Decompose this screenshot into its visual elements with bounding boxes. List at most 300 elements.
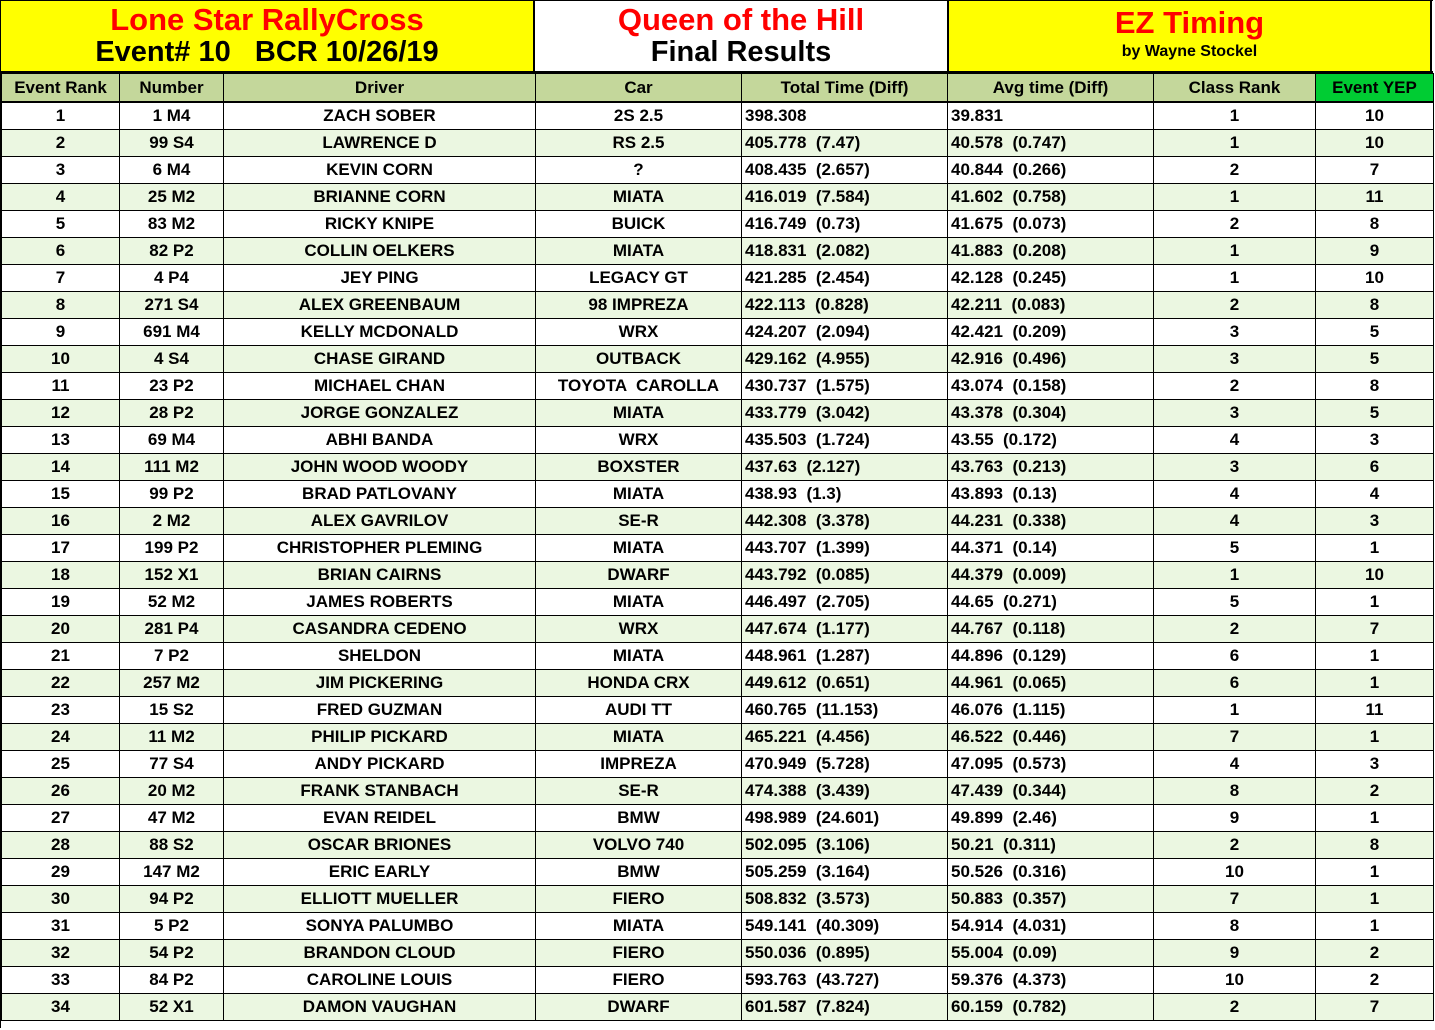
avg-time-cell: 47.095 (0.573) [948, 751, 1154, 778]
event-rank-cell: 8 [2, 292, 120, 319]
driver-cell: COLLIN OELKERS [224, 238, 536, 265]
car-cell: FIERO [536, 886, 742, 913]
event-info: Event# 10 BCR 10/26/19 [95, 35, 439, 68]
car-cell: BOXSTER [536, 454, 742, 481]
total-time-cell: 416.019 (7.584) [742, 184, 948, 211]
number-cell: 52 M2 [120, 589, 224, 616]
number-cell: 82 P2 [120, 238, 224, 265]
number-cell: 111 M2 [120, 454, 224, 481]
number-cell: 281 P4 [120, 616, 224, 643]
col-avg-time[interactable]: Avg time (Diff) [948, 74, 1154, 103]
total-time-cell: 437.63 (2.127) [742, 454, 948, 481]
class-rank-cell: 4 [1154, 751, 1316, 778]
total-time-cell: 448.961 (1.287) [742, 643, 948, 670]
total-time-cell: 433.779 (3.042) [742, 400, 948, 427]
total-time-cell: 502.095 (3.106) [742, 832, 948, 859]
driver-cell: ELLIOTT MUELLER [224, 886, 536, 913]
avg-time-cell: 43.378 (0.304) [948, 400, 1154, 427]
driver-cell: CHASE GIRAND [224, 346, 536, 373]
event-rank-cell: 4 [2, 184, 120, 211]
car-cell: FIERO [536, 940, 742, 967]
number-cell: 47 M2 [120, 805, 224, 832]
driver-cell: BRANDON CLOUD [224, 940, 536, 967]
class-rank-cell: 2 [1154, 292, 1316, 319]
event-yep-cell: 1 [1316, 670, 1434, 697]
table-row [2, 373, 1434, 400]
avg-time-cell: 44.231 (0.338) [948, 508, 1154, 535]
event-yep-cell: 7 [1316, 157, 1434, 184]
avg-time-cell: 44.896 (0.129) [948, 643, 1154, 670]
class-rank-cell: 2 [1154, 157, 1316, 184]
avg-time-cell: 50.883 (0.357) [948, 886, 1154, 913]
class-rank-cell: 1 [1154, 102, 1316, 130]
avg-time-cell: 44.767 (0.118) [948, 616, 1154, 643]
total-time-cell: 405.778 (7.47) [742, 130, 948, 157]
table-row [2, 346, 1434, 373]
table-row [2, 562, 1434, 589]
total-time-cell: 435.503 (1.724) [742, 427, 948, 454]
event-rank-cell: 13 [2, 427, 120, 454]
number-cell: 77 S4 [120, 751, 224, 778]
event-yep-cell: 6 [1316, 454, 1434, 481]
col-event-rank[interactable]: Event Rank [2, 74, 120, 103]
event-yep-cell: 1 [1316, 724, 1434, 751]
avg-time-cell: 49.899 (2.46) [948, 805, 1154, 832]
event-yep-cell: 8 [1316, 832, 1434, 859]
number-cell: 94 P2 [120, 886, 224, 913]
driver-cell: JEY PING [224, 265, 536, 292]
event-yep-cell: 7 [1316, 616, 1434, 643]
avg-time-cell: 42.211 (0.083) [948, 292, 1154, 319]
event-yep-cell: 10 [1316, 265, 1434, 292]
col-number[interactable]: Number [120, 74, 224, 103]
number-cell: 199 P2 [120, 535, 224, 562]
total-time-cell: 508.832 (3.573) [742, 886, 948, 913]
driver-cell: JIM PICKERING [224, 670, 536, 697]
avg-time-cell: 54.914 (4.031) [948, 913, 1154, 940]
table-row [2, 832, 1434, 859]
driver-cell: SHELDON [224, 643, 536, 670]
table-row [2, 859, 1434, 886]
event-rank-cell: 31 [2, 913, 120, 940]
event-yep-cell: 3 [1316, 508, 1434, 535]
avg-time-cell: 41.602 (0.758) [948, 184, 1154, 211]
driver-cell: BRAD PATLOVANY [224, 481, 536, 508]
number-cell: 147 M2 [120, 859, 224, 886]
total-time-cell: 460.765 (11.153) [742, 697, 948, 724]
class-rank-cell: 1 [1154, 562, 1316, 589]
driver-cell: JORGE GONZALEZ [224, 400, 536, 427]
table-row [2, 778, 1434, 805]
number-cell: 1 M4 [120, 102, 224, 130]
event-yep-cell: 10 [1316, 130, 1434, 157]
event-rank-cell: 11 [2, 373, 120, 400]
event-yep-cell: 2 [1316, 778, 1434, 805]
number-cell: 20 M2 [120, 778, 224, 805]
total-time-cell: 408.435 (2.657) [742, 157, 948, 184]
avg-time-cell: 43.763 (0.213) [948, 454, 1154, 481]
event-yep-cell: 1 [1316, 643, 1434, 670]
event-yep-cell: 9 [1316, 238, 1434, 265]
number-cell: 6 M4 [120, 157, 224, 184]
car-cell: MIATA [536, 535, 742, 562]
total-time-cell: 505.259 (3.164) [742, 859, 948, 886]
event-yep-cell: 5 [1316, 319, 1434, 346]
avg-time-cell: 40.844 (0.266) [948, 157, 1154, 184]
timing-title: EZ Timing [1114, 5, 1265, 40]
table-row [2, 211, 1434, 238]
event-yep-cell: 11 [1316, 697, 1434, 724]
event-yep-cell: 1 [1316, 886, 1434, 913]
driver-cell: FRANK STANBACH [224, 778, 536, 805]
avg-time-cell: 42.421 (0.209) [948, 319, 1154, 346]
driver-cell: FRED GUZMAN [224, 697, 536, 724]
event-yep-cell: 10 [1316, 102, 1434, 130]
number-cell: 83 M2 [120, 211, 224, 238]
avg-time-cell: 43.074 (0.158) [948, 373, 1154, 400]
table-row [2, 994, 1434, 1021]
driver-cell: BRIAN CAIRNS [224, 562, 536, 589]
car-cell: DWARF [536, 562, 742, 589]
table-row [2, 400, 1434, 427]
event-rank-cell: 26 [2, 778, 120, 805]
total-time-cell: 593.763 (43.727) [742, 967, 948, 994]
total-time-cell: 418.831 (2.082) [742, 238, 948, 265]
number-cell: 7 P2 [120, 643, 224, 670]
car-cell: MIATA [536, 589, 742, 616]
class-rank-cell: 10 [1154, 967, 1316, 994]
car-cell: MIATA [536, 913, 742, 940]
col-car[interactable]: Car [536, 74, 742, 103]
driver-cell: RICKY KNIPE [224, 211, 536, 238]
table-row [2, 886, 1434, 913]
total-time-cell: 601.587 (7.824) [742, 994, 948, 1021]
car-cell: MIATA [536, 724, 742, 751]
table-row [2, 238, 1434, 265]
event-rank-cell: 30 [2, 886, 120, 913]
driver-cell: CHRISTOPHER PLEMING [224, 535, 536, 562]
class-rank-cell: 3 [1154, 346, 1316, 373]
event-yep-cell: 2 [1316, 967, 1434, 994]
event-yep-cell: 3 [1316, 751, 1434, 778]
event-rank-cell: 19 [2, 589, 120, 616]
car-cell: MIATA [536, 184, 742, 211]
class-rank-cell: 1 [1154, 238, 1316, 265]
driver-cell: ZACH SOBER [224, 102, 536, 130]
total-time-cell: 430.737 (1.575) [742, 373, 948, 400]
table-row [2, 292, 1434, 319]
avg-time-cell: 43.893 (0.13) [948, 481, 1154, 508]
driver-cell: MICHAEL CHAN [224, 373, 536, 400]
driver-cell: SONYA PALUMBO [224, 913, 536, 940]
table-row [2, 751, 1434, 778]
class-rank-cell: 2 [1154, 994, 1316, 1021]
total-time-cell: 442.308 (3.378) [742, 508, 948, 535]
event-banner [1, 1, 535, 71]
class-rank-cell: 1 [1154, 130, 1316, 157]
event-rank-cell: 17 [2, 535, 120, 562]
table-row [2, 130, 1434, 157]
car-cell: ? [536, 157, 742, 184]
event-rank-cell: 18 [2, 562, 120, 589]
number-cell: 84 P2 [120, 967, 224, 994]
driver-cell: ANDY PICKARD [224, 751, 536, 778]
event-yep-cell: 8 [1316, 373, 1434, 400]
event-rank-cell: 28 [2, 832, 120, 859]
event-rank-cell: 6 [2, 238, 120, 265]
total-time-cell: 398.308 [742, 102, 948, 130]
number-cell: 52 X1 [120, 994, 224, 1021]
number-cell: 2 M2 [120, 508, 224, 535]
avg-time-cell: 44.961 (0.065) [948, 670, 1154, 697]
event-rank-cell: 23 [2, 697, 120, 724]
car-cell: MIATA [536, 238, 742, 265]
number-cell: 271 S4 [120, 292, 224, 319]
car-cell: IMPREZA [536, 751, 742, 778]
car-cell: 2S 2.5 [536, 102, 742, 130]
total-time-cell: 424.207 (2.094) [742, 319, 948, 346]
total-time-cell: 443.707 (1.399) [742, 535, 948, 562]
event-rank-cell: 25 [2, 751, 120, 778]
class-rank-cell: 8 [1154, 913, 1316, 940]
results-body [2, 102, 1434, 1021]
total-time-cell: 446.497 (2.705) [742, 589, 948, 616]
avg-time-cell: 44.65 (0.271) [948, 589, 1154, 616]
class-rank-cell: 3 [1154, 400, 1316, 427]
driver-cell: PHILIP PICKARD [224, 724, 536, 751]
car-cell: RS 2.5 [536, 130, 742, 157]
avg-time-cell: 50.526 (0.316) [948, 859, 1154, 886]
timing-credit: by Wayne Stockel [1121, 43, 1258, 60]
driver-cell: CASANDRA CEDENO [224, 616, 536, 643]
event-rank-cell: 20 [2, 616, 120, 643]
event-yep-cell: 2 [1316, 940, 1434, 967]
event-rank-cell: 34 [2, 994, 120, 1021]
table-row [2, 454, 1434, 481]
table-row [2, 967, 1434, 994]
event-yep-cell: 10 [1316, 562, 1434, 589]
number-cell: 99 P2 [120, 481, 224, 508]
car-cell: AUDI TT [536, 697, 742, 724]
class-rank-cell: 4 [1154, 427, 1316, 454]
avg-time-cell: 41.883 (0.208) [948, 238, 1154, 265]
event-yep-cell: 4 [1316, 481, 1434, 508]
event-yep-cell: 8 [1316, 211, 1434, 238]
car-cell: TOYOTA CAROLLA [536, 373, 742, 400]
table-row [2, 535, 1434, 562]
car-cell: BUICK [536, 211, 742, 238]
table-row [2, 508, 1434, 535]
event-rank-cell: 29 [2, 859, 120, 886]
table-row [2, 805, 1434, 832]
car-cell: WRX [536, 319, 742, 346]
table-row [2, 616, 1434, 643]
total-time-cell: 474.388 (3.439) [742, 778, 948, 805]
avg-time-cell: 44.379 (0.009) [948, 562, 1154, 589]
class-rank-cell: 2 [1154, 373, 1316, 400]
event-yep-cell: 7 [1316, 994, 1434, 1021]
col-event-yep[interactable]: Event YEP [1316, 74, 1434, 103]
driver-cell: ERIC EARLY [224, 859, 536, 886]
number-cell: 11 M2 [120, 724, 224, 751]
driver-cell: LAWRENCE D [224, 130, 536, 157]
class-rank-cell: 5 [1154, 535, 1316, 562]
class-rank-cell: 1 [1154, 265, 1316, 292]
event-yep-cell: 1 [1316, 535, 1434, 562]
page-title: Queen of the Hill [617, 1, 865, 37]
class-rank-cell: 3 [1154, 319, 1316, 346]
avg-time-cell: 59.376 (4.373) [948, 967, 1154, 994]
event-rank-cell: 7 [2, 265, 120, 292]
driver-cell: EVAN REIDEL [224, 805, 536, 832]
event-yep-cell: 11 [1316, 184, 1434, 211]
total-time-cell: 429.162 (4.955) [742, 346, 948, 373]
col-driver[interactable]: Driver [224, 74, 536, 103]
avg-time-cell: 39.831 [948, 102, 1154, 130]
event-rank-cell: 14 [2, 454, 120, 481]
driver-cell: BRIANNE CORN [224, 184, 536, 211]
total-time-cell: 449.612 (0.651) [742, 670, 948, 697]
avg-time-cell: 46.076 (1.115) [948, 697, 1154, 724]
avg-time-cell: 42.916 (0.496) [948, 346, 1154, 373]
event-yep-cell: 5 [1316, 346, 1434, 373]
event-rank-cell: 3 [2, 157, 120, 184]
total-time-cell: 498.989 (24.601) [742, 805, 948, 832]
car-cell: HONDA CRX [536, 670, 742, 697]
event-yep-cell: 5 [1316, 400, 1434, 427]
number-cell: 69 M4 [120, 427, 224, 454]
driver-cell: DAMON VAUGHAN [224, 994, 536, 1021]
table-row [2, 643, 1434, 670]
car-cell: OUTBACK [536, 346, 742, 373]
driver-cell: ALEX GAVRILOV [224, 508, 536, 535]
total-time-cell: 416.749 (0.73) [742, 211, 948, 238]
class-rank-cell: 2 [1154, 211, 1316, 238]
car-cell: MIATA [536, 643, 742, 670]
table-row [2, 589, 1434, 616]
table-row [2, 184, 1434, 211]
avg-time-cell: 43.55 (0.172) [948, 427, 1154, 454]
table-row [2, 670, 1434, 697]
avg-time-cell: 42.128 (0.245) [948, 265, 1154, 292]
car-cell: SE-R [536, 508, 742, 535]
event-rank-cell: 33 [2, 967, 120, 994]
class-rank-cell: 2 [1154, 832, 1316, 859]
car-cell: SE-R [536, 778, 742, 805]
driver-cell: JAMES ROBERTS [224, 589, 536, 616]
number-cell: 5 P2 [120, 913, 224, 940]
total-time-cell: 549.141 (40.309) [742, 913, 948, 940]
total-time-cell: 443.792 (0.085) [742, 562, 948, 589]
driver-cell: OSCAR BRIONES [224, 832, 536, 859]
driver-cell: KELLY MCDONALD [224, 319, 536, 346]
car-cell: MIATA [536, 400, 742, 427]
car-cell: WRX [536, 427, 742, 454]
table-row [2, 427, 1434, 454]
class-rank-cell: 4 [1154, 481, 1316, 508]
event-rank-cell: 32 [2, 940, 120, 967]
avg-time-cell: 55.004 (0.09) [948, 940, 1154, 967]
car-cell: MIATA [536, 481, 742, 508]
number-cell: 4 S4 [120, 346, 224, 373]
table-row [2, 724, 1434, 751]
number-cell: 4 P4 [120, 265, 224, 292]
event-yep-cell: 8 [1316, 292, 1434, 319]
driver-cell: CAROLINE LOUIS [224, 967, 536, 994]
event-yep-cell: 1 [1316, 805, 1434, 832]
car-cell: DWARF [536, 994, 742, 1021]
col-class-rank[interactable]: Class Rank [1154, 74, 1316, 103]
table-row [2, 940, 1434, 967]
avg-time-cell: 50.21 (0.311) [948, 832, 1154, 859]
car-cell: 98 IMPREZA [536, 292, 742, 319]
col-total-time[interactable]: Total Time (Diff) [742, 74, 948, 103]
total-time-cell: 422.113 (0.828) [742, 292, 948, 319]
header-row [2, 74, 1434, 103]
avg-time-cell: 41.675 (0.073) [948, 211, 1154, 238]
class-rank-cell: 1 [1154, 184, 1316, 211]
banner [1, 1, 1433, 73]
class-rank-cell: 10 [1154, 859, 1316, 886]
number-cell: 25 M2 [120, 184, 224, 211]
table-row [2, 265, 1434, 292]
class-rank-cell: 9 [1154, 805, 1316, 832]
class-rank-cell: 9 [1154, 940, 1316, 967]
class-rank-cell: 4 [1154, 508, 1316, 535]
table-row [2, 102, 1434, 130]
event-rank-cell: 22 [2, 670, 120, 697]
event-yep-cell: 3 [1316, 427, 1434, 454]
results-table [1, 73, 1434, 1021]
event-yep-cell: 1 [1316, 589, 1434, 616]
table-row [2, 481, 1434, 508]
event-rank-cell: 27 [2, 805, 120, 832]
table-row [2, 319, 1434, 346]
event-yep-cell: 1 [1316, 859, 1434, 886]
car-cell: BMW [536, 859, 742, 886]
car-cell: LEGACY GT [536, 265, 742, 292]
class-rank-cell: 5 [1154, 589, 1316, 616]
number-cell: 88 S2 [120, 832, 224, 859]
class-rank-cell: 7 [1154, 886, 1316, 913]
total-time-cell: 438.93 (1.3) [742, 481, 948, 508]
number-cell: 691 M4 [120, 319, 224, 346]
class-rank-cell: 7 [1154, 724, 1316, 751]
event-rank-cell: 12 [2, 400, 120, 427]
driver-cell: ABHI BANDA [224, 427, 536, 454]
avg-time-cell: 46.522 (0.446) [948, 724, 1154, 751]
event-rank-cell: 15 [2, 481, 120, 508]
total-time-cell: 470.949 (5.728) [742, 751, 948, 778]
event-rank-cell: 10 [2, 346, 120, 373]
avg-time-cell: 40.578 (0.747) [948, 130, 1154, 157]
event-yep-cell: 1 [1316, 913, 1434, 940]
event-rank-cell: 2 [2, 130, 120, 157]
event-rank-cell: 5 [2, 211, 120, 238]
driver-cell: ALEX GREENBAUM [224, 292, 536, 319]
table-row [2, 697, 1434, 724]
class-rank-cell: 3 [1154, 454, 1316, 481]
number-cell: 152 X1 [120, 562, 224, 589]
event-rank-cell: 9 [2, 319, 120, 346]
event-rank-cell: 21 [2, 643, 120, 670]
total-time-cell: 447.674 (1.177) [742, 616, 948, 643]
avg-time-cell: 47.439 (0.344) [948, 778, 1154, 805]
car-cell: FIERO [536, 967, 742, 994]
number-cell: 257 M2 [120, 670, 224, 697]
avg-time-cell: 60.159 (0.782) [948, 994, 1154, 1021]
class-rank-cell: 6 [1154, 643, 1316, 670]
